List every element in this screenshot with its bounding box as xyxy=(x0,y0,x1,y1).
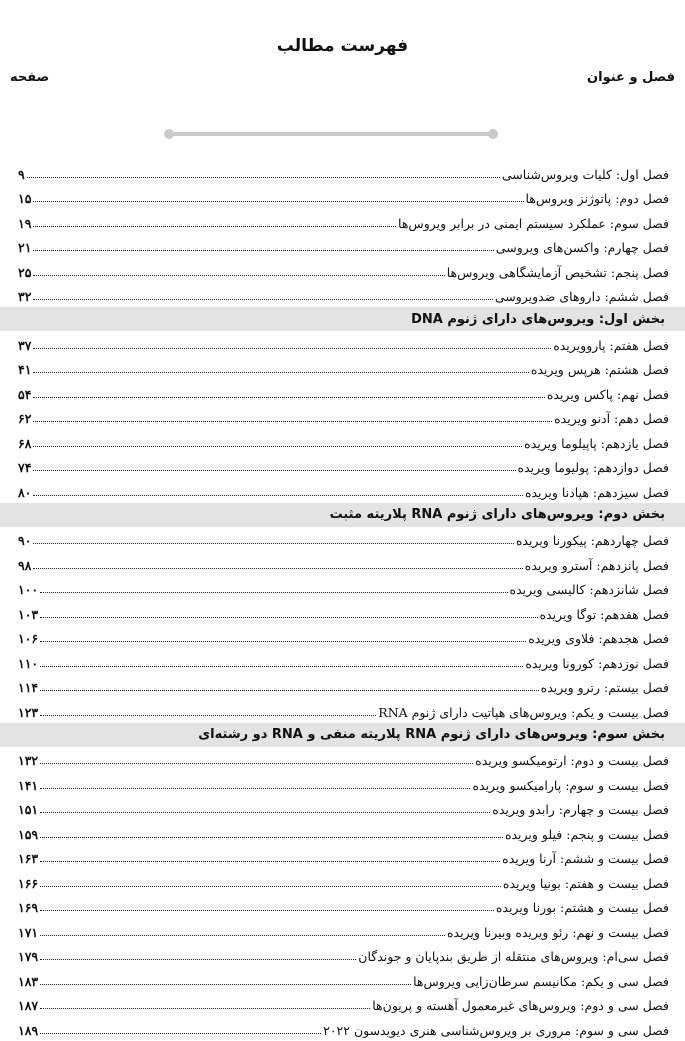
toc-entry[interactable] xyxy=(0,796,685,821)
toc-entry-page: ۱۹ xyxy=(18,215,32,231)
toc-entry[interactable] xyxy=(0,845,685,870)
toc-entry-title: فصل بیست و ششم: آرنا ویریده xyxy=(502,851,669,866)
toc-entry-title: فصل چهاردهم: پیکورنا ویریده xyxy=(515,533,669,548)
toc-entry-title: فصل پانزدهم: آسترو ویریده xyxy=(524,557,669,573)
toc-entry-page: ۱۸۳ xyxy=(18,973,39,989)
toc-entry-page: ۷۴ xyxy=(18,460,32,475)
toc-entry-page: ۱۵۱ xyxy=(18,802,39,817)
dot-leader xyxy=(33,372,528,373)
toc-entry[interactable] xyxy=(0,698,685,723)
dot-leader xyxy=(40,788,470,789)
toc-entry-title: فصل بیستم: رترو ویریده xyxy=(540,680,669,695)
dot-leader xyxy=(40,666,523,667)
dot-leader xyxy=(33,397,544,398)
dot-leader xyxy=(33,226,396,227)
toc-entry-title: فصل بیست و دوم: ارتومیکسو ویریده xyxy=(475,753,669,768)
toc-entry-title: فصل سی و سوم: مروری بر ویروس‌شناسی هنری دیویدسون ۲۰۲۲ xyxy=(323,1022,669,1038)
toc-entry[interactable] xyxy=(0,674,685,699)
toc-entry-page: ۱۶۹ xyxy=(18,900,39,915)
toc-entry[interactable] xyxy=(0,380,685,405)
toc-entry-page: ۱۵ xyxy=(18,191,32,206)
toc-entry[interactable] xyxy=(0,185,685,210)
toc-entry[interactable] xyxy=(0,160,685,185)
column-heading-page: صفحه xyxy=(10,70,50,85)
toc-entry-page: ۱۸۹ xyxy=(18,1022,39,1038)
dot-leader xyxy=(40,984,411,985)
toc-entry[interactable] xyxy=(0,478,685,503)
toc-entry-page: ۱۷۱ xyxy=(18,924,39,940)
toc-entry-page: ۶۲ xyxy=(18,411,32,426)
dot-leader xyxy=(40,935,445,936)
toc-entry-title: فصل بیست و هشتم: بورنا ویریده xyxy=(495,900,669,915)
dot-leader xyxy=(33,421,552,422)
dot-leader xyxy=(33,470,515,471)
toc-entry-page: ۳۲ xyxy=(18,289,32,304)
toc-entry-title: فصل هفتم: پاروویریده xyxy=(553,337,669,353)
toc-entry[interactable] xyxy=(0,209,685,234)
dot-leader xyxy=(33,299,492,300)
dot-leader xyxy=(33,348,551,349)
toc-entry[interactable] xyxy=(0,331,685,356)
toc-entry-title: فصل دوازدهم: پولیوما ویریده xyxy=(517,460,669,475)
dot-leader xyxy=(40,861,500,862)
dot-leader xyxy=(40,837,503,838)
toc-entry-title: فصل پنجم: تشخیص آزمایشگاهی ویروس‌ها xyxy=(446,264,669,280)
toc-entry-page: ۲۵ xyxy=(18,264,32,280)
toc-entry-title: فصل سیزدهم: هپادنا ویریده xyxy=(524,484,669,500)
toc-entry[interactable] xyxy=(0,1016,685,1041)
toc-entry-page: ۴۱ xyxy=(18,362,32,377)
column-heading-chapter: فصل و عنوان xyxy=(587,70,675,85)
toc-entry[interactable] xyxy=(0,258,685,283)
toc-entry-title: فصل هفدهم: توگا ویریده xyxy=(539,606,669,622)
dot-leader xyxy=(40,1033,321,1034)
toc-entry-title: فصل ششم: داروهای ضدویروسی xyxy=(494,289,669,304)
toc-entry-page: ۱۷۹ xyxy=(18,949,39,964)
toc-entry[interactable] xyxy=(0,551,685,576)
toc-entry-title: فصل بیست و هفتم: بونیا ویریده xyxy=(502,875,669,891)
dot-leader xyxy=(40,910,494,911)
toc-entry-page: ۳۷ xyxy=(18,337,32,353)
toc-entry-title: فصل هجدهم: فلاوی ویریده xyxy=(528,631,669,646)
toc-entry-title: فصل دوم: پاتوژنز ویروس‌ها xyxy=(525,191,669,206)
toc-entry-title: فصل اول: کلیات ویروس‌شناسی xyxy=(501,166,669,182)
toc-entry-page: ۱۲۳ xyxy=(18,704,39,720)
toc-entry-title: فصل شانزدهم: کالیسی ویریده xyxy=(509,582,669,597)
dot-leader xyxy=(40,886,501,887)
toc-entry-title: فصل بیست و چهارم: رابدو ویریده xyxy=(492,802,669,817)
toc-entry-page: ۱۰۳ xyxy=(18,606,39,622)
toc-entry[interactable] xyxy=(0,747,685,772)
toc-entry[interactable] xyxy=(0,992,685,1017)
dot-leader xyxy=(33,446,522,447)
toc-entry[interactable] xyxy=(0,576,685,601)
toc-section-heading: بخش دوم: ویروس‌های دارای ژنوم RNA پلاریته مثبت xyxy=(0,503,685,527)
toc-entry[interactable] xyxy=(0,429,685,454)
decorative-divider xyxy=(168,132,494,136)
toc-entry-title: فصل سی و دوم: ویروس‌های غیرمعمول آهسته و پریون‌ها xyxy=(372,998,669,1013)
toc-entry-title: فصل دهم: آدنو ویریده xyxy=(554,411,669,426)
toc-entry[interactable] xyxy=(0,600,685,625)
dot-leader xyxy=(40,641,526,642)
toc-entry-title: فصل نهم: پاکس ویریده xyxy=(546,386,669,402)
dot-leader xyxy=(40,592,507,593)
toc-entry-page: ۱۱۰ xyxy=(18,655,39,671)
page-title: فهرست مطالب xyxy=(276,36,409,56)
toc-entry[interactable] xyxy=(0,894,685,919)
toc-entry-page: ۱۸۷ xyxy=(18,998,39,1013)
toc-entry-page: ۹۸ xyxy=(18,557,32,573)
dot-leader xyxy=(40,1008,370,1009)
dot-leader xyxy=(33,495,523,496)
toc-entry[interactable] xyxy=(0,967,685,992)
table-of-contents xyxy=(0,160,685,1041)
toc-entry[interactable] xyxy=(0,283,685,308)
dot-leader xyxy=(33,250,493,251)
toc-entry-page: ۱۳۲ xyxy=(18,753,39,768)
toc-entry[interactable] xyxy=(0,918,685,943)
toc-entry[interactable] xyxy=(0,869,685,894)
toc-entry[interactable] xyxy=(0,356,685,381)
toc-entry-page: ۵۴ xyxy=(18,386,32,402)
dot-leader xyxy=(33,275,444,276)
toc-entry[interactable] xyxy=(0,454,685,479)
toc-entry-page: ۱۰۶ xyxy=(18,631,39,646)
dot-leader xyxy=(33,568,522,569)
toc-entry-page: ۱۵۹ xyxy=(18,826,39,842)
toc-entry-page: ۶۸ xyxy=(18,435,32,451)
toc-entry[interactable] xyxy=(0,649,685,674)
dot-leader xyxy=(40,690,538,691)
toc-entry-page: ۱۴۱ xyxy=(18,777,39,793)
toc-entry-page: ۹ xyxy=(18,166,25,182)
toc-entry-page: ۱۱۴ xyxy=(18,680,39,695)
dot-leader xyxy=(27,177,500,178)
dot-leader xyxy=(33,543,513,544)
dot-leader xyxy=(40,812,490,813)
toc-entry-title: فصل سی و یکم: مکانیسم سرطان‌زایی ویروس‌ها xyxy=(413,973,669,989)
toc-entry-title: فصل سی‌ام: ویروس‌های منتقله از طریق بندپایان و جوندگان xyxy=(358,949,669,964)
toc-entry[interactable] xyxy=(0,625,685,650)
toc-entry-page: ۱۶۳ xyxy=(18,851,39,866)
toc-entry-page: ۲۱ xyxy=(18,240,32,255)
dot-leader xyxy=(40,715,376,716)
dot-leader xyxy=(40,763,473,764)
toc-entry-title: فصل سوم: عملکرد سیستم ایمنی در برابر ویروس‌ها xyxy=(398,215,669,231)
toc-entry[interactable] xyxy=(0,820,685,845)
toc-section-heading: بخش اول: ویروس‌های دارای ژنوم DNA xyxy=(0,307,685,331)
toc-entry[interactable] xyxy=(0,234,685,259)
toc-section-heading: بخش سوم: ویروس‌های دارای ژنوم RNA پلاریته منفی و RNA دو رشته‌ای xyxy=(0,723,685,747)
toc-entry[interactable] xyxy=(0,771,685,796)
toc-entry-title: فصل هشتم: هرپس ویریده xyxy=(530,362,669,377)
toc-entry[interactable] xyxy=(0,527,685,552)
toc-entry-title: فصل بیست و سوم: پارامیکسو ویریده xyxy=(472,777,669,793)
toc-entry-title: فصل بیست و نهم: رئو ویریده وبیرنا ویریده xyxy=(446,924,669,940)
toc-entry-title: فصل چهارم: واکسن‌های ویروسی xyxy=(495,240,669,255)
toc-entry-title: فصل بیست و پنجم: فیلو ویریده xyxy=(504,826,669,842)
toc-entry-page: ۱۶۶ xyxy=(18,875,39,891)
toc-entry-page: ۸۰ xyxy=(18,484,32,500)
dot-leader xyxy=(40,617,537,618)
toc-entry-title: فصل نوزدهم: کورونا ویریده xyxy=(525,655,669,671)
toc-entry-title: فصل یازدهم: پاپیلوما ویریده xyxy=(524,435,669,451)
toc-entry-page: ۱۰۰ xyxy=(18,582,39,597)
dot-leader xyxy=(33,201,523,202)
toc-entry-title: فصل بیست و یکم: ویروس‌های هپاتیت دارای ژنوم RNA xyxy=(378,704,669,720)
toc-entry-page: ۹۰ xyxy=(18,533,32,548)
dot-leader xyxy=(40,959,356,960)
toc-entry[interactable] xyxy=(0,405,685,430)
toc-entry[interactable] xyxy=(0,943,685,968)
